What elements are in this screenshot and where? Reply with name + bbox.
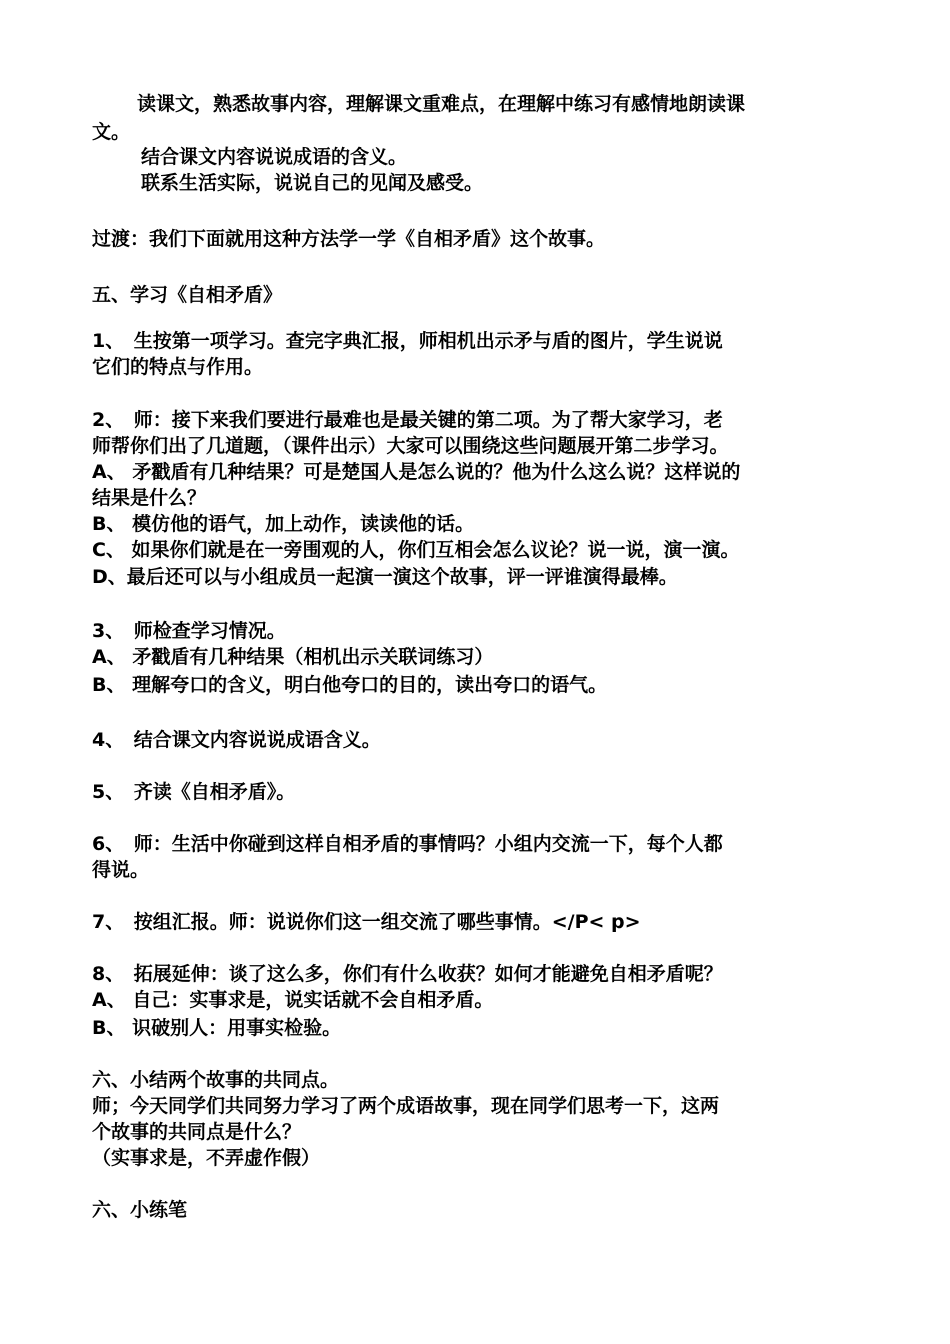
text-line: 4、 结合课文内容说说成语含义。 <box>92 729 381 751</box>
text-line: 师帮你们出了几道题，（课件出示）大家可以围绕这些问题展开第二步学习。 <box>92 435 729 457</box>
text-line: 2、 师：接下来我们要进行最难也是最关键的第二项。为了帮大家学习，老 <box>92 409 723 431</box>
text-line: 7、 按组汇报。师：说说你们这一组交流了哪些事情。</P< p> <box>92 911 641 933</box>
text-line: B、 模仿他的语气，加上动作，读读他的话。 <box>92 513 475 535</box>
text-line: 8、 拓展延伸：谈了这么多，你们有什么收获？如何才能避免自相矛盾呢？ <box>92 963 723 985</box>
text-line: （实事求是，不弄虚作假） <box>92 1147 321 1169</box>
text-line: 结果是什么？ <box>92 487 207 509</box>
text-line: 3、 师检查学习情况。 <box>92 620 286 642</box>
text-line: 师；今天同学们共同努力学习了两个成语故事，现在同学们思考一下，这两 <box>92 1095 720 1117</box>
section-heading: 六、小结两个故事的共同点。 <box>92 1069 340 1091</box>
text-line: D、最后还可以与小组成员一起演一演这个故事，评一评谁演得最棒。 <box>92 566 678 588</box>
text-line: C、 如果你们就是在一旁围观的人，你们互相会怎么议论？说一说，演一演。 <box>92 539 740 561</box>
text-line: 过渡：我们下面就用这种方法学一学《自相矛盾》这个故事。 <box>92 228 606 250</box>
text-line: A、 矛戳盾有几种结果？可是楚国人是怎么说的？他为什么这么说？这样说的 <box>92 461 741 483</box>
text-line: 结合课文内容说说成语的含义。 <box>141 146 408 168</box>
text-line: 1、 生按第一项学习。查完字典汇报，师相机出示矛与盾的图片，学生说说 <box>92 330 723 352</box>
text-line: 读课文，熟悉故事内容，理解课文重难点，在理解中练习有感情地朗读课 <box>137 93 746 115</box>
text-line: A、 自己：实事求是，说实话就不会自相矛盾。 <box>92 989 494 1011</box>
section-heading: 五、学习《自相矛盾》 <box>92 284 283 306</box>
text-line: 文。 <box>92 121 131 143</box>
section-heading: 六、小练笔 <box>92 1199 188 1221</box>
text-line: 它们的特点与作用。 <box>92 356 264 378</box>
text-line: 个故事的共同点是什么？ <box>92 1121 302 1143</box>
text-line: 得说。 <box>92 859 150 881</box>
text-line: B、 理解夸口的含义，明白他夸口的目的，读出夸口的语气。 <box>92 674 608 696</box>
text-line: A、 矛戳盾有几种结果（相机出示关联词练习） <box>92 646 494 668</box>
text-line: 联系生活实际，说说自己的见闻及感受。 <box>141 172 484 194</box>
text-line: 5、 齐读《自相矛盾》。 <box>92 781 296 803</box>
text-line: 6、 师：生活中你碰到这样自相矛盾的事情吗？小组内交流一下，每个人都 <box>92 833 723 855</box>
text-line: B、 识破别人：用事实检验。 <box>92 1017 342 1039</box>
